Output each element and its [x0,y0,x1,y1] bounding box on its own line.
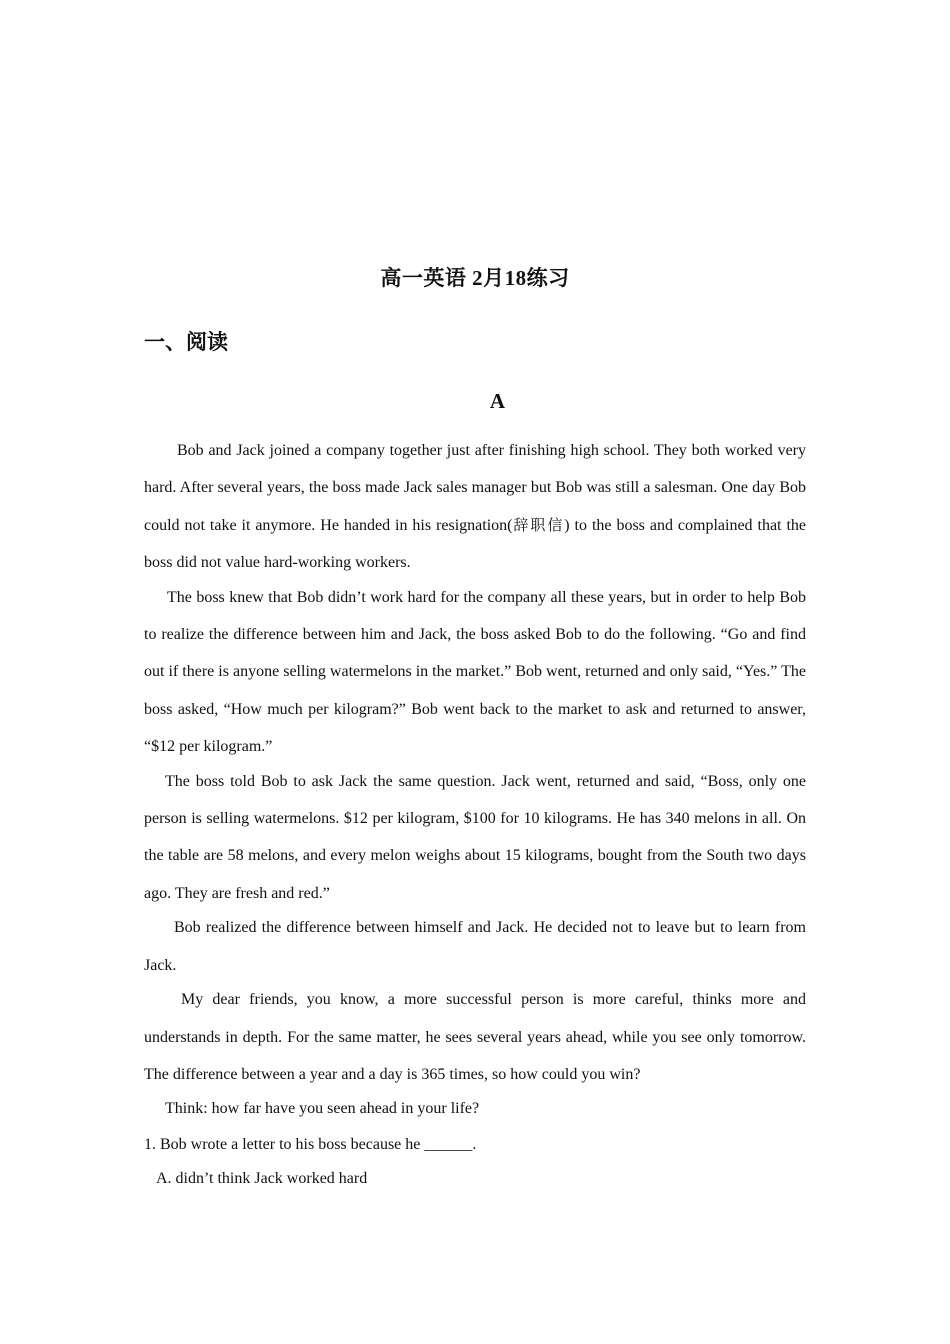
section-heading: 一、阅读 [144,330,228,354]
question-1-stem: 1. Bob wrote a letter to his boss because he ______. [144,1135,477,1153]
paragraph-1-text-start: Bob and Jack joined a company together just after finishing high school. They both worked very hard. After several years, the boss made Jack sales manager but Bob was still a salesman. One day Bob could not take it anymore. He handed in his resignation( [144,442,806,534]
paragraph-4: Bob realized the difference between himself and Jack. He decided not to leave but to learn from Jack. [144,919,806,974]
paragraph-3: The boss told Bob to ask Jack the same question. Jack went, returned and said, “Boss, only one person is selling watermelons. $12 per kilogram, $100 for 10 kilograms. He has 340 melons in all. On the table are 58 melons, and every melon weighs about 15 kilograms, bought from the South two days ago. They are fresh and red.” [144,772,806,902]
paragraph-5: My dear friends, you know, a more successful person is more careful, thinks more and understands in depth. For the same matter, he sees several years ahead, while you see only tomorrow. The difference between a year and a day is 365 times, so how could you win? [144,991,806,1083]
reading-passage [144,432,806,1196]
paragraph-1-gloss: 辞职信 [512,515,565,534]
paragraph-1 [144,432,806,582]
paragraph-6: Think: how far have you seen ahead in your life? [165,1100,480,1118]
question-1-option-a: A. didn’t think Jack worked hard [156,1169,368,1187]
paragraph-2: The boss knew that Bob didn’t work hard for the company all these years, but in order to help Bob to realize the difference between him and Jack, the boss asked Bob to do the following. “Go and find out if there is anyone selling watermelons in the market.” Bob went, returned and only said, “Yes.” The boss asked, “How much per kilogram?” Bob went back to the market to ask and returned to answer, “$12 per kilogram.” [144,588,806,756]
passage-label: A [489,389,506,413]
page-title: 高一英语 2月18练习 [380,266,570,290]
paragraph-1-text-end: ) to the boss and complained that the boss did not value hard-working workers. [144,516,806,572]
